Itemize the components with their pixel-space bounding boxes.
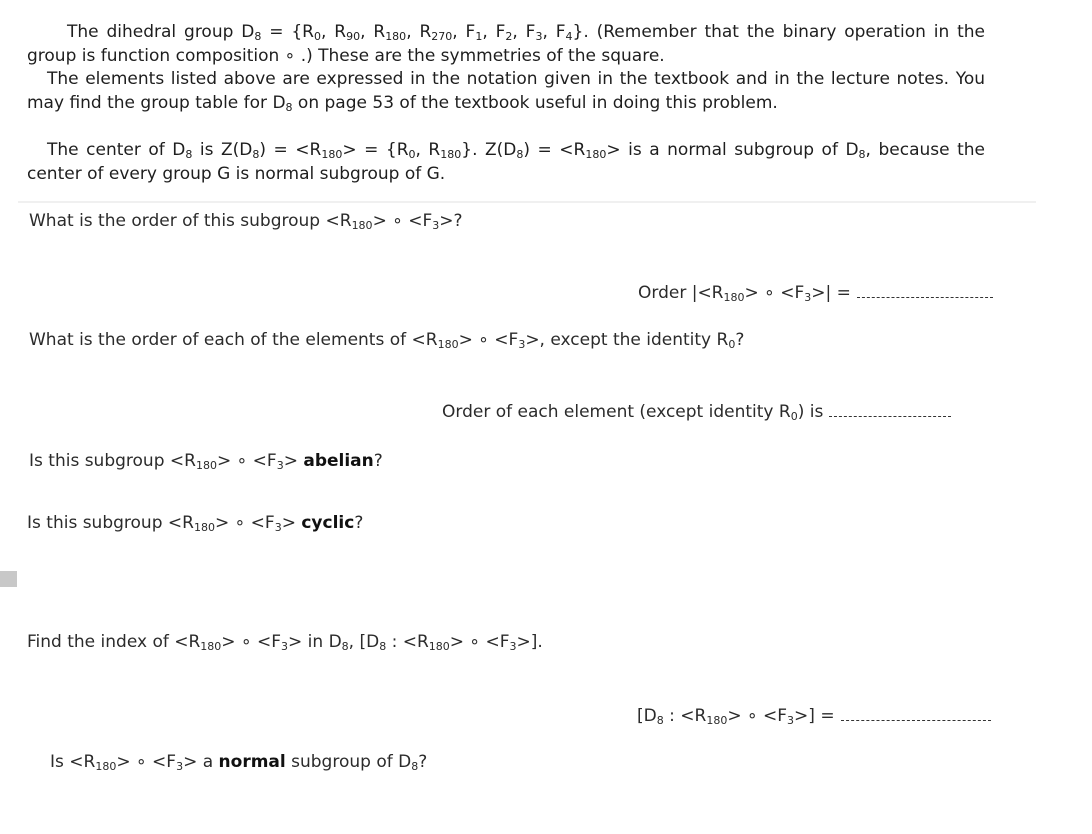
question-normal-subgroup: $Is <R_{180}>$ ∘ $<F_3> a$ normal subgroup of $D_8$? [50,752,428,773]
question-index: Find the index of $<R_{180}>$ ∘ $<F_3>$ in $D_8$, [$D_8$ : $<R_{180}>$ ∘ $<F_3>$]. [27,632,543,653]
intro-paragraph-2: The elements listed above are expressed in the notation given in the textbook and in the lecture notes. You may find the group table for $D_8$ on page 53 of the textbook useful in doing this problem. [27,69,985,114]
answer-line-order[interactable]: Order $|<R_{180}>$ ∘ $<F_3>|$ = [638,283,993,303]
margin-marker [0,571,17,587]
intro-paragraph-1: The dihedral group $D_8 = \{R_0$, $R_{90}$, $R_{180}$, $R_{270}$, $F_1$, $F_2$, $F_3$, $F_4$}. (Remember that the binary operation in the group is function composition ∘ .) These are the symmetries of the square. [27,22,986,66]
answer-line-element-order[interactable]: Order of each element (except identity $R_0$) is [442,402,951,422]
intro-paragraph-3: The center of $D_8$ is $Z(D_8) = <R_{180}> = \{R_0$, $R_{180}$}. $Z(D_8) = <R_{180}>$ is a normal subgroup of $D_8$, because the center of every group G is normal subgroup of G. [27,140,985,184]
question-order-of-subgroup: What is the order of this subgroup $<R_{180}>$ ∘ $<F_3>$? [29,211,463,232]
question-abelian: Is this subgroup $<R_{180}>$ ∘ $<F_3>$ abelian? [29,451,383,472]
question-element-orders: What is the order of each of the elements of $<R_{180}>$ ∘ $<F_3>$, except the identity $R_0$? [29,330,745,351]
answer-line-index[interactable]: [$D_8$ : $<R_{180}>$ ∘ $<F_3>$] = [637,706,991,726]
section-divider [18,201,1036,203]
question-cyclic: Is this subgroup $<R_{180}>$ ∘ $<F_3>$ cyclic? [27,513,364,534]
